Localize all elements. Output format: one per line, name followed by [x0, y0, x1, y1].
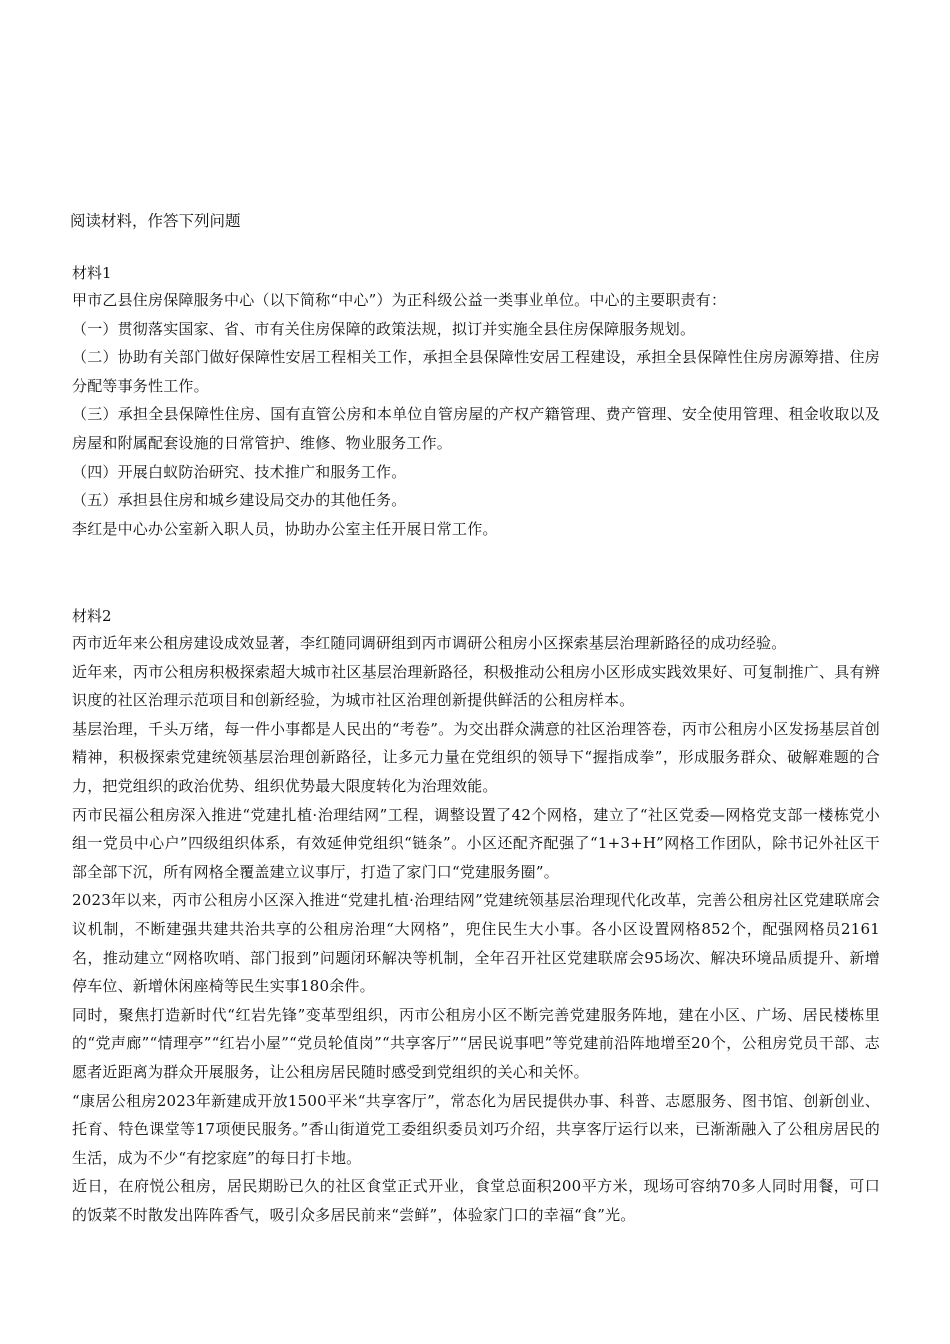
- material-1-paragraph: （三）承担全县保障性住房、国有直管公房和本单位自管房屋的产权产籍管理、费产管理、安全使用管理、租金收取以及房屋和附属配套设施的日常管护、维修、物业服务工作。: [72, 405, 880, 452]
- material-2-paragraph: 丙市近年来公租房建设成效显著，李红随同调研组到丙市调研公租房小区探索基层治理新路径的成功经验。: [72, 634, 787, 652]
- material-2-section: [72, 605, 880, 1229]
- material-2-label: 材料2: [72, 607, 112, 625]
- material-1-paragraph: （四）开展白蚁防治研究、技术推广和服务工作。: [72, 462, 407, 481]
- material-2-paragraph: 丙市民福公租房深入推进“党建扎植·治理结网”工程，调整设置了42个网格，建立了“社区党委—网格党支部一楼栋党小组一党员中心户”四级组织体系，有效延伸党组织“链条”。小区还配齐配强了“1+3+H”网格工作团队，除书记外社区干部全部下沉，所有网格全覆盖建立议事厅，打造了家门口“党建服务圈”。: [72, 805, 880, 881]
- material-1-paragraph: （一）贯彻落实国家、省、市有关住房保障的政策法规，拟订并实施全县住房保障服务规划。: [72, 319, 696, 338]
- material-2-paragraph: 基层治理，千头万绪，每一件小事都是人民出的“考卷”。为交出群众满意的社区治理答卷，丙市公租房小区发扬基层首创精神，积极探索党建统领基层治理创新路径，让多元力量在党组织的领导下“握指成拳”，形成服务群众、破解难题的合力，把党组织的政治优势、组织优势最大限度转化为治理效能。: [72, 719, 880, 795]
- material-1-section: [72, 262, 880, 543]
- material-2-paragraph: 2023年以来，丙市公租房小区深入推进“党建扎植·治理结网”党建统领基层治理现代化改革，完善公租房社区党建联席会议机制，不断建强共建共治共享的公租房治理“大网格”，兜住民生大小事。各小区设置网格852个，配强网格员2161名，推动建立“网格吹哨、部门报到”问题闭环解决等机制，全年召开社区党建联席会95场次、解决环境品质提升、新增停车位、新增休闲座椅等民生实事180余件。: [72, 891, 880, 996]
- material-2-paragraph: 近年来，丙市公租房积极探索超大城市社区基层治理新路径，积极推动公租房小区形成实践效果好、可复制推广、具有辨识度的社区治理示范项目和创新经验，为城市社区治理创新提供鲜活的公租房样本。: [72, 662, 880, 710]
- material-2-paragraph: 近日，在府悦公租房，居民期盼已久的社区食堂正式开业，食堂总面积200平方米，现场可容纳70多人同时用餐，可口的饭菜不时散发出阵阵香气，吸引众多居民前来“尝鲜”，体验家门口的幸福“食”光。: [72, 1177, 880, 1224]
- instruction-heading: 阅读材料，作答下列问题: [70, 212, 241, 230]
- material-1-paragraph: （五）承担县住房和城乡建设局交办的其他任务。: [72, 491, 407, 510]
- material-1-paragraph: 甲市乙县住房保障服务中心（以下简称“中心”）为正科级公益一类事业单位。中心的主要职责有：: [72, 291, 727, 309]
- material-1-label: 材料1: [72, 264, 112, 282]
- material-2-paragraph: 同时，聚焦打造新时代“红岩先锋”变革型组织，丙市公租房小区不断完善党建服务阵地，建在小区、广场、居民楼栋里的“党声廊”“情理亭”“红岩小屋”“党员轮值岗”“共享客厅”“居民说事吧”等党建前沿阵地增至20个，公租房党员干部、志愿者近距离为群众开展服务，让公租房居民随时感受到党组织的关心和关怀。: [72, 1005, 880, 1081]
- material-1-paragraph: （二）协助有关部门做好保障性安居工程相关工作，承担全县保障性安居工程建设，承担全县保障性住房房源筹措、住房分配等事务性工作。: [72, 348, 880, 395]
- material-1-paragraph: 李红是中心办公室新入职人员，协助办公室主任开展日常工作。: [72, 519, 498, 538]
- material-2-paragraph: “康居公租房2023年新建成开放1500平米“共享客厅”，常态化为居民提供办事、科普、志愿服务、图书馆、创新创业、托育、特色课堂等17项便民服务。”香山街道党工委组织委员刘巧介绍，共享客厅运行以来，已渐渐融入了公租房居民的生活，成为不少“有挖家庭”的每日打卡地。: [72, 1091, 880, 1167]
